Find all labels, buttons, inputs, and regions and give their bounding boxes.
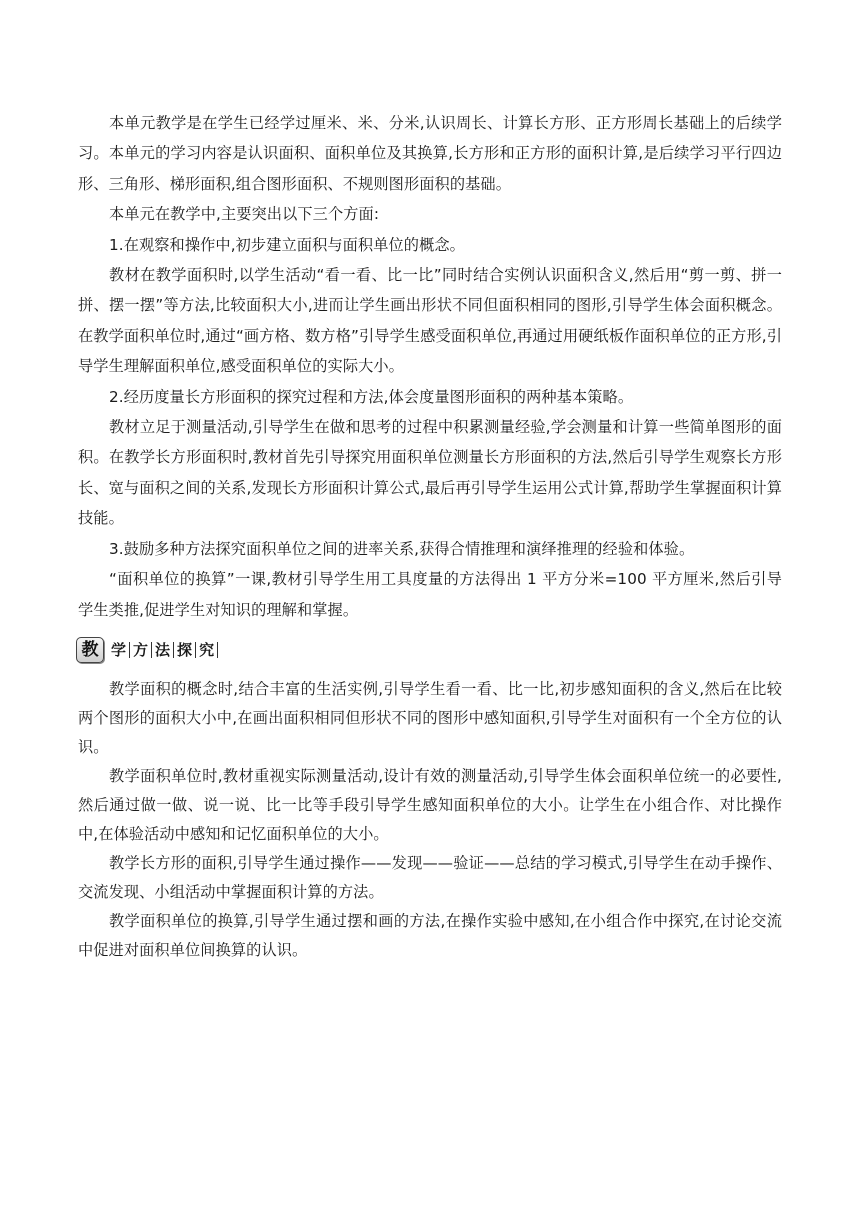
- point-2-title: 2.经历度量长方形面积的探究过程和方法,体会度量图形面积的两种基本策略。: [109, 387, 634, 406]
- divider: [217, 642, 218, 658]
- section-title-char: 方: [133, 640, 149, 659]
- section-title-char: 学: [111, 640, 127, 659]
- intro-paragraph: 本单元教学是在学生已经学过厘米、米、分米,认识周长、计算长方形、正方形周长基础上的后续学习。本单元的学习内容是认识面积、面积单位及其换算,长方形和正方形的面积计算,是后续学习平行四边形、三角形、梯形面积,组合图形面积、不规则图形面积的基础。: [78, 114, 782, 193]
- document-page: [78, 108, 782, 965]
- method-paragraph-rectangle-area: 教学长方形的面积,引导学生通过操作——发现——验证——总结的学习模式,引导学生在动手操作、交流发现、小组活动中掌握面积计算的方法。: [78, 853, 782, 901]
- method-paragraph-area-concept: 教学面积的概念时,结合丰富的生活实例,引导学生看一看、比一比,初步感知面积的含义,然后在比较两个图形的面积大小中,在画出面积相同但形状不同的图形中感知面积,引导学生对面积有一个全方位的认识。: [78, 679, 782, 756]
- method-paragraph-area-units: 教学面积单位时,教材重视实际测量活动,设计有效的测量活动,引导学生体会面积单位统一的必要性,然后通过做一做、说一说、比一比等手段引导学生感知面积单位的大小。让学生在小组合作、对比操作中,在体验活动中感知和记忆面积单位的大小。: [78, 766, 782, 843]
- section-badge-icon: 教: [76, 637, 104, 663]
- intro-summary: 本单元在教学中,主要突出以下三个方面:: [109, 205, 380, 224]
- point-2-body: 教材立足于测量活动,引导学生在做和思考的过程中积累测量经验,学会测量和计算一些简单图形的面积。在教学长方形面积时,教材首先引导探究用面积单位测量长方形面积的方法,然后引导学生观察长方形长、宽与面积之间的关系,发现长方形面积计算公式,最后再引导学生运用公式计算,帮助学生掌握面积计算技能。: [78, 418, 782, 528]
- point-3-title: 3.鼓励多种方法探究面积单位之间的进率关系,获得合情推理和演绎推理的经验和体验。: [109, 539, 695, 558]
- point-1-body: 教材在教学面积时,以学生活动“看一看、比一比”同时结合实例认识面积含义,然后用“剪一剪、拼一拼、摆一摆”等方法,比较面积大小,进而让学生画出形状不同但面积相同的图形,引导学生体会面积概念。在教学面积单位时,通过“画方格、数方格”引导学生感受面积单位,再通过用硬纸板作面积单位的正方形,引导学生理解面积单位,感受面积单位的实际大小。: [78, 266, 782, 376]
- point-3-body: “面积单位的换算”一课,教材引导学生用工具度量的方法得出 1 平方分米=100 平方厘米,然后引导学生类推,促进学生对知识的理解和掌握。: [78, 570, 782, 619]
- section-title-char: 究: [199, 640, 215, 659]
- method-paragraph-unit-conversion: 教学面积单位的换算,引导学生通过摆和画的方法,在操作实验中感知,在小组合作中探究,在讨论交流中促进对面积单位间换算的认识。: [78, 911, 782, 959]
- section-title-char: 探: [177, 640, 193, 659]
- section-title-char: 法: [155, 640, 171, 659]
- section-title: [108, 640, 218, 660]
- point-1-title: 1.在观察和操作中,初步建立面积与面积单位的概念。: [109, 235, 465, 254]
- section-header-teaching-methods: [76, 633, 782, 667]
